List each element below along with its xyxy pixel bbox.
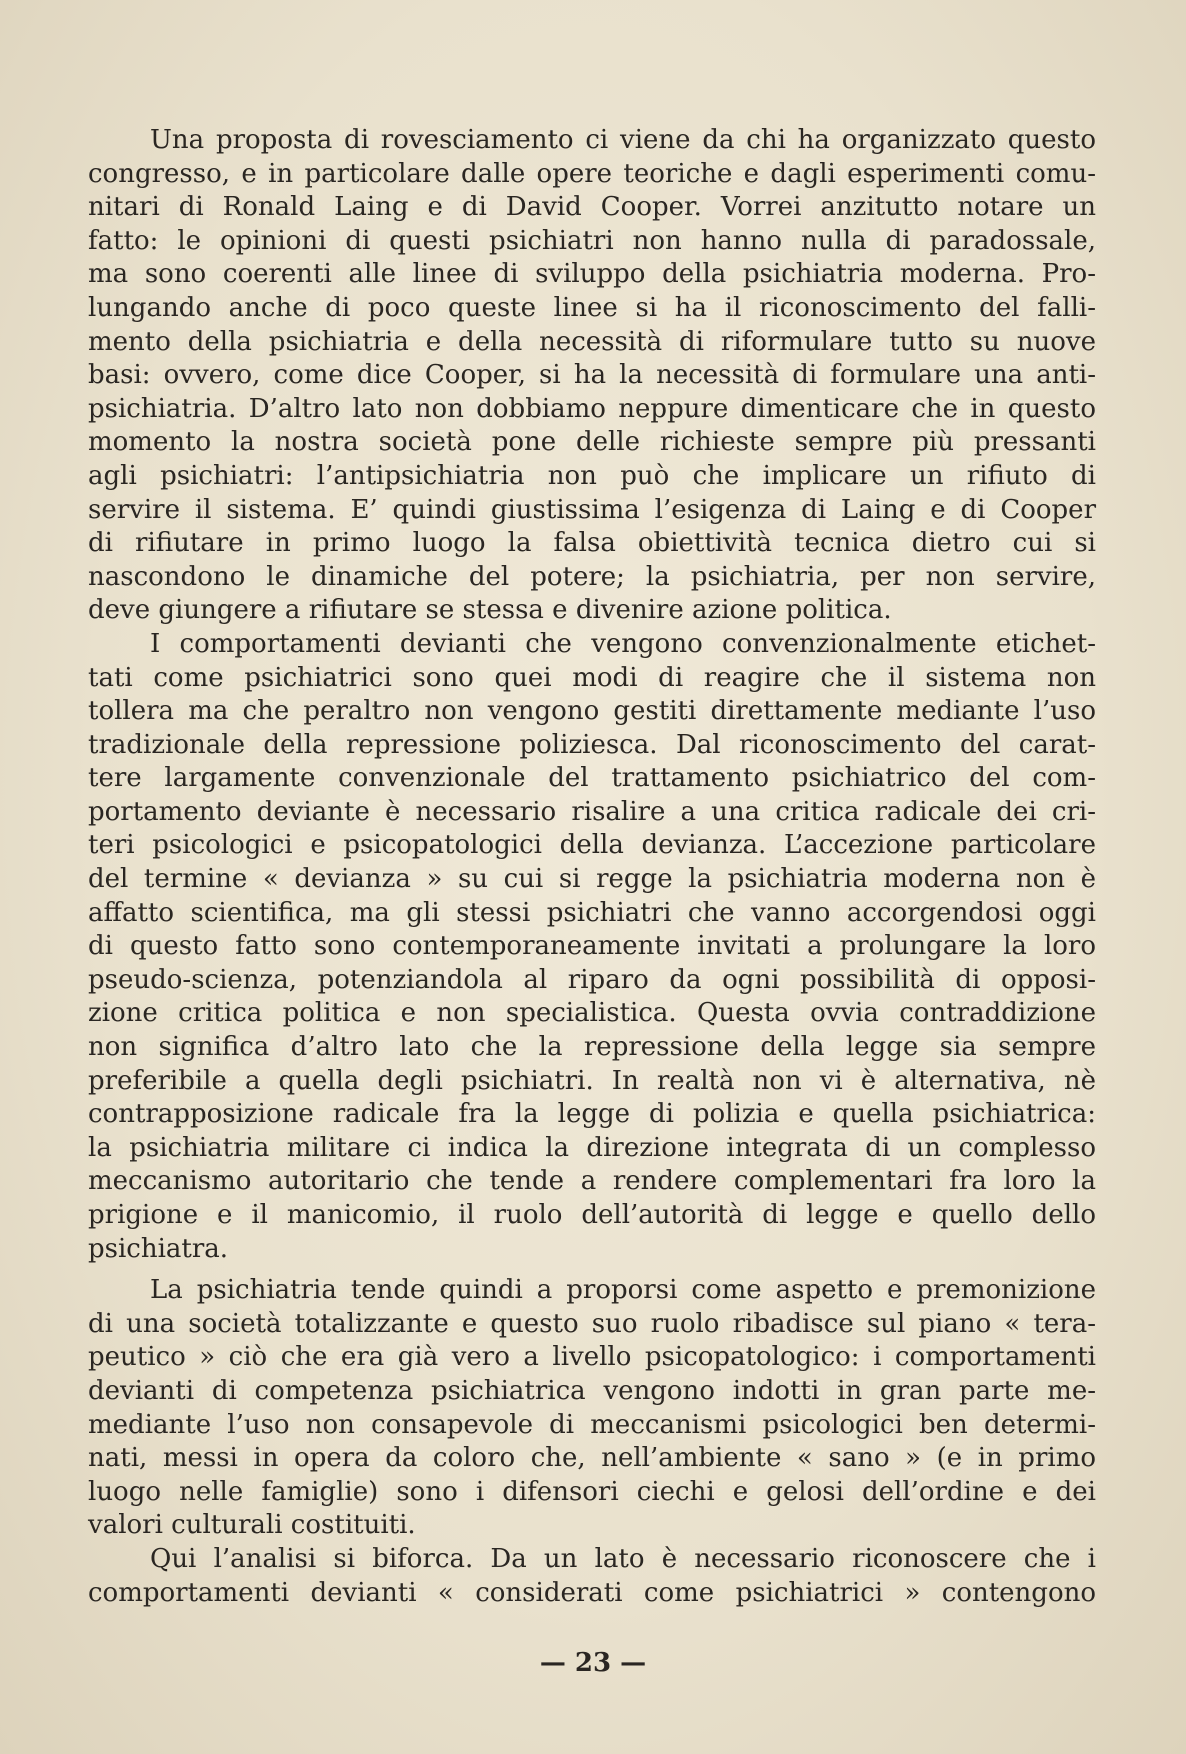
- text-line: devianti di competenza psichiatrica vengono indotti in gran parte me-: [88, 1375, 1096, 1406]
- text-line: Una proposta di rovesciamento ci viene da chi ha organizzato questo: [150, 125, 1096, 155]
- text-line: mento della psichiatria e della necessità di riformulare tutto su nuove: [88, 326, 1096, 357]
- text-line: portamento deviante è necessario risalire a una critica radicale dei cri-: [88, 796, 1096, 827]
- text-line: nascondono le dinamiche del potere; la psichiatria, per non servire,: [88, 561, 1096, 592]
- text-line: fatto: le opinioni di questi psichiatri non hanno nulla di paradossale,: [88, 225, 1096, 256]
- text-line: la psichiatria militare ci indica la direzione integrata di un complesso: [88, 1132, 1096, 1163]
- text-line: comportamenti devianti « considerati come psichiatrici » contengono: [88, 1577, 1096, 1608]
- text-line: deve giungere a rifiutare se stessa e divenire azione politica.: [88, 595, 892, 626]
- text-line: di una società totalizzante e questo suo ruolo ribadisce sul piano « tera-: [88, 1308, 1096, 1339]
- text-line: basi: ovvero, come dice Cooper, si ha la necessità di formulare una anti-: [88, 360, 1096, 391]
- text-line: luogo nelle famiglie) sono i difensori ciechi e gelosi dell’ordine e dei: [88, 1476, 1096, 1507]
- text-line: tati come psichiatrici sono quei modi di reagire che il sistema non: [88, 662, 1096, 693]
- text-line: psichiatria. D’altro lato non dobbiamo neppure dimenticare che in questo: [88, 393, 1096, 424]
- text-line: congresso, e in particolare dalle opere teoriche e dagli esperimenti comu-: [88, 158, 1096, 189]
- text-line: del termine « devianza » su cui si regge la psichiatria moderna non è: [88, 864, 1096, 895]
- text-line: pseudo-scienza, potenziandola al riparo da ogni possibilità di opposi-: [88, 964, 1096, 995]
- text-line: contrapposizione radicale fra la legge di polizia e quella psichiatrica:: [88, 1099, 1096, 1130]
- text-line: valori culturali costituiti.: [88, 1510, 416, 1541]
- text-line: prigione e il manicomio, il ruolo dell’autorità di legge e quello dello: [88, 1200, 1096, 1230]
- text-line: nitari di Ronald Laing e di David Cooper. Vorrei anzitutto notare un: [88, 192, 1096, 223]
- text-line: tollera ma che peraltro non vengono gestiti direttamente mediante l’uso: [88, 696, 1096, 727]
- text-line: zione critica politica e non specialistica. Questa ovvia contraddizione: [88, 998, 1096, 1029]
- text-line: mediante l’uso non consapevole di meccanismi psicologici ben determi-: [88, 1409, 1096, 1440]
- body-text: [88, 124, 1096, 1610]
- text-line: servire il sistema. E’ quindi giustissima l’esigenza di Laing e di Cooper: [88, 494, 1096, 525]
- text-line: La psichiatria tende quindi a proporsi come aspetto e premonizione: [150, 1275, 1096, 1306]
- text-line: momento la nostra società pone delle richieste sempre più pressanti: [88, 427, 1096, 458]
- text-line: I comportamenti devianti che vengono convenzionalmente etichet-: [150, 628, 1096, 659]
- text-line: ma sono coerenti alle linee di sviluppo della psichiatria moderna. Pro-: [88, 259, 1096, 290]
- text-line: psichiatra.: [88, 1233, 229, 1264]
- text-line: lungando anche di poco queste linee si ha il riconoscimento del falli-: [88, 292, 1096, 323]
- text-line: meccanismo autoritario che tende a rendere complementari fra loro la: [88, 1166, 1096, 1197]
- text-line: nati, messi in opera da coloro che, nell’ambiente « sano » (e in primo: [88, 1443, 1096, 1474]
- text-line: di rifiutare in primo luogo la falsa obiettività tecnica dietro cui si: [88, 528, 1096, 559]
- text-line: preferibile a quella degli psichiatri. In realtà non vi è alternativa, nè: [88, 1065, 1096, 1096]
- page-number: — 23 —: [539, 1648, 647, 1678]
- text-line: di questo fatto sono contemporaneamente invitati a prolungare la loro: [88, 931, 1096, 962]
- text-line: peutico » ciò che era già vero a livello psicopatologico: i comportamenti: [88, 1342, 1096, 1373]
- text-line: tere largamente convenzionale del trattamento psichiatrico del com-: [88, 763, 1096, 794]
- text-line: tradizionale della repressione poliziesca. Dal riconoscimento del carat-: [88, 729, 1096, 760]
- text-line: affatto scientifica, ma gli stessi psichiatri che vanno accorgendosi oggi: [88, 897, 1096, 928]
- text-line: non significa d’altro lato che la repressione della legge sia sempre: [88, 1032, 1096, 1063]
- text-line: agli psichiatri: l’antipsichiatria non può che implicare un rifiuto di: [88, 460, 1096, 491]
- text-line: Qui l’analisi si biforca. Da un lato è necessario riconoscere che i: [150, 1543, 1096, 1574]
- text-line: teri psicologici e psicopatologici della devianza. L’accezione particolare: [88, 830, 1096, 861]
